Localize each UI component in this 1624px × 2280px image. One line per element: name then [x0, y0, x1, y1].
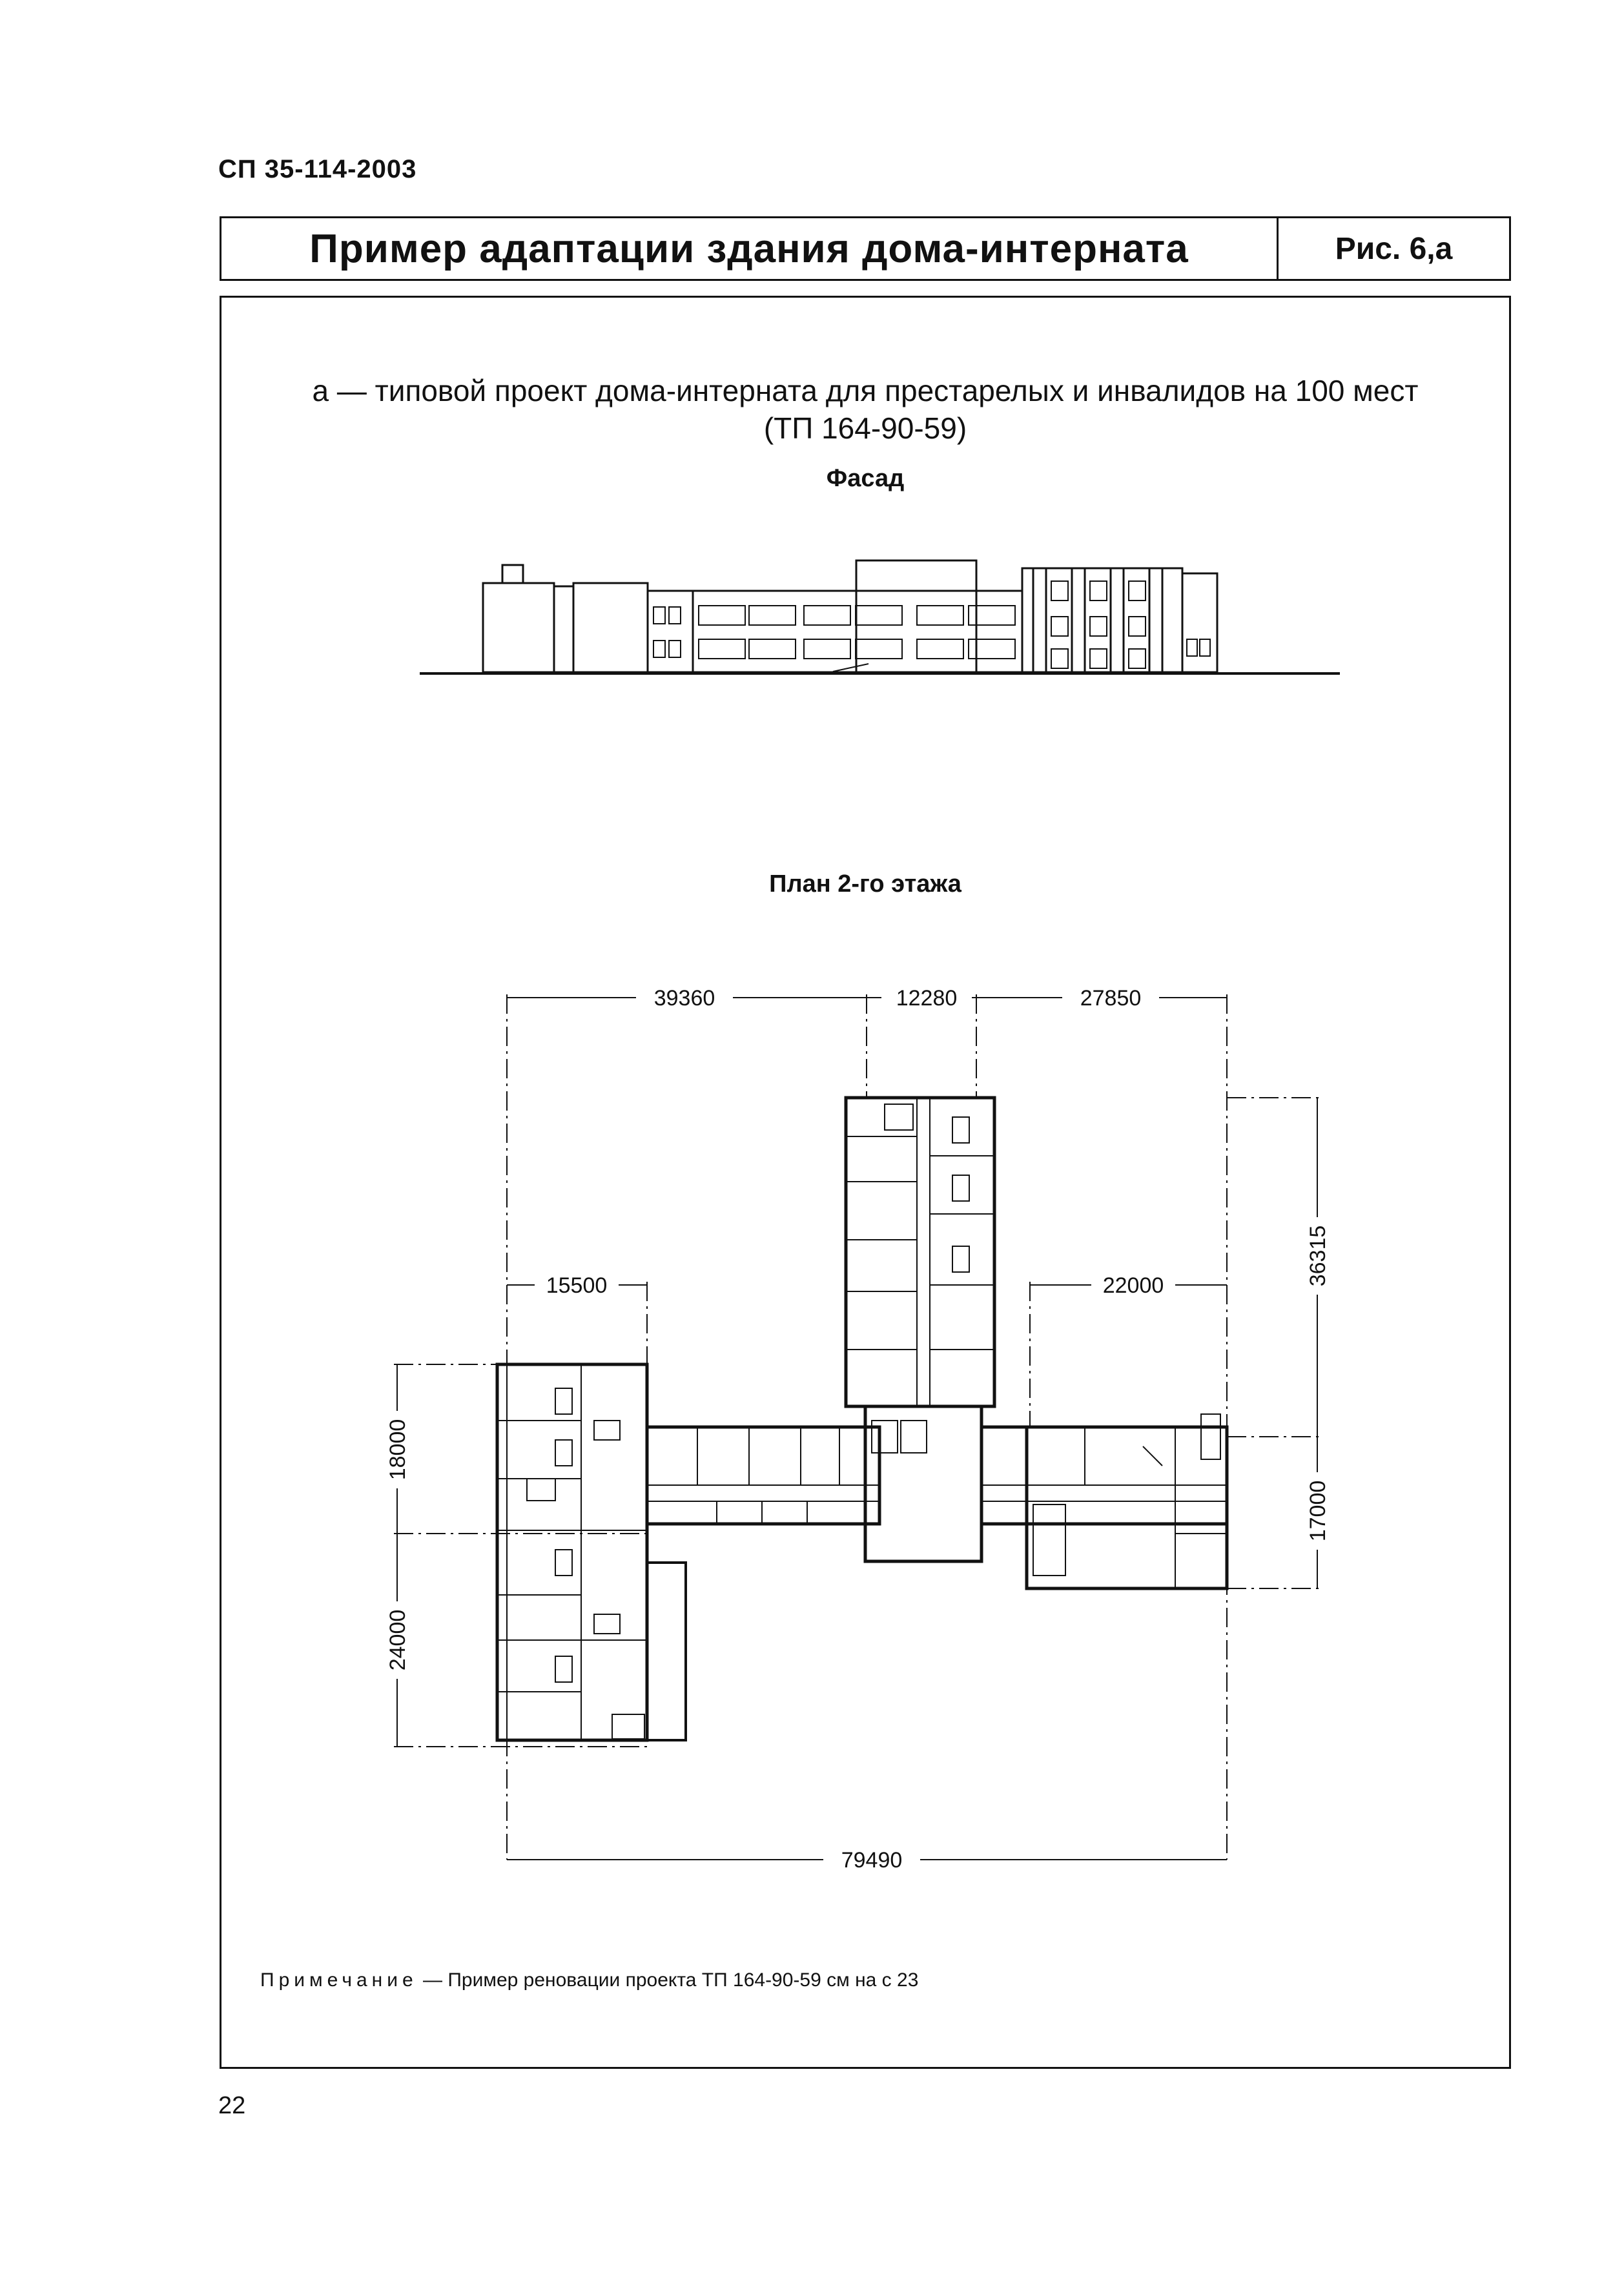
figure-caption-line1: а — типовой проект дома-интерната для престарелых и инвалидов на 100 мест: [312, 374, 1419, 407]
plan-east-wing: [1027, 1427, 1227, 1588]
facade-entrance-ramp: [833, 664, 869, 672]
dim-right-upper: 36315: [1306, 1225, 1330, 1287]
facade-pilaster: [1111, 568, 1124, 672]
plan-west-rooms: [697, 1427, 839, 1524]
facade-block-left: [573, 583, 648, 672]
facade-block-left-end: [483, 583, 554, 672]
dim-right-lower: 17000: [1306, 1480, 1330, 1542]
dim-wing-right: 22000: [1102, 1273, 1164, 1298]
plan-north-wing: [846, 1098, 994, 1406]
facade-heading: Фасад: [826, 465, 905, 492]
facade-window: [1200, 639, 1210, 656]
facade-window: [1187, 639, 1197, 656]
plan-left-rooms: [497, 1364, 647, 1740]
plan-north-rooms: [846, 1104, 994, 1350]
facade-right-windows: [1051, 581, 1146, 668]
plan-elevator: [901, 1421, 927, 1453]
dim-left-upper: 18000: [385, 1419, 410, 1481]
plan-west-wing: [647, 1427, 879, 1524]
facade-pilaster: [1033, 568, 1046, 672]
facade-pilaster: [1149, 568, 1162, 672]
dim-bottom-total: 79490: [841, 1848, 903, 1873]
facade-window-grid: [653, 606, 1015, 659]
dim-top-middle: 12280: [896, 986, 958, 1011]
footnote-text: — Пример реновации проекта ТП 164-90-59 см на с 23: [423, 1969, 919, 1991]
dim-top-right: 27850: [1080, 986, 1142, 1011]
plan-left-annex: [647, 1563, 686, 1740]
facade-block-right-end: [1182, 573, 1217, 672]
facade-pilaster: [1072, 568, 1085, 672]
plan-central-hub: [865, 1406, 982, 1561]
dim-left-lower: 24000: [385, 1609, 410, 1671]
footnote: [260, 1969, 918, 1991]
page-number: 22: [218, 2092, 246, 2119]
dim-wing-left: 15500: [546, 1273, 608, 1298]
plan-heading: План 2-го этажа: [769, 870, 961, 898]
page-title: Пример адаптации здания дома-интерната: [221, 218, 1279, 279]
figure-caption-line2: (ТП 164-90-59): [763, 411, 967, 445]
document-code: СП 35-114-2003: [218, 155, 417, 183]
facade-bay-left: [648, 591, 693, 672]
facade-elevation: [420, 560, 1340, 673]
facade-stair-bay: [554, 586, 573, 672]
floor-plan: [394, 994, 1321, 1860]
figure-number: Рис. 6,а: [1335, 231, 1453, 266]
dim-top-left: 39360: [653, 986, 715, 1011]
facade-roof-structure: [502, 565, 523, 583]
plan-east-corridor: [982, 1427, 1227, 1524]
footnote-label: Примечание: [260, 1969, 418, 1991]
facade-gallery: [693, 591, 1022, 672]
